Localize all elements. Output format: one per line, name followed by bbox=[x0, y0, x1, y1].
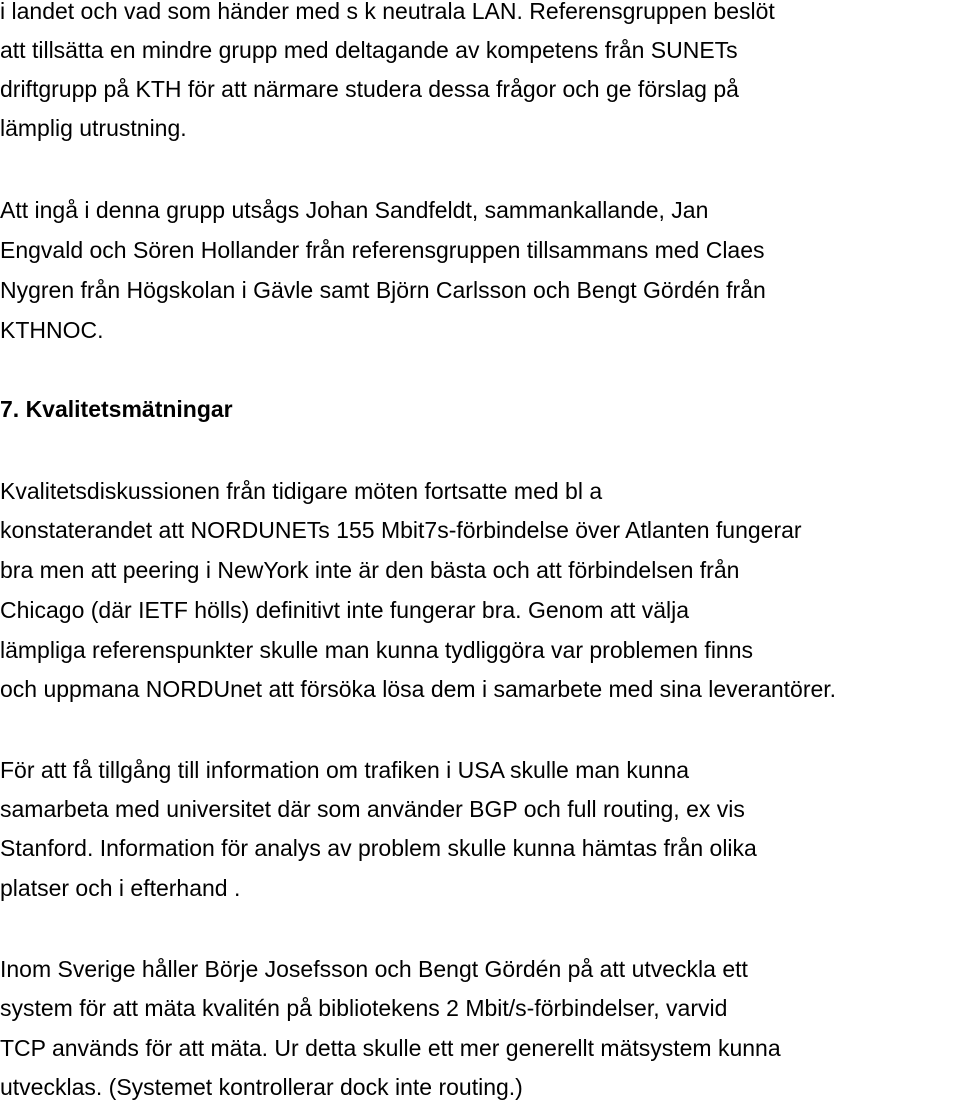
text-line: KTHNOC. bbox=[0, 317, 104, 343]
text-line: att tillsätta en mindre grupp med deltagande av kompetens från SUNETs bbox=[0, 37, 738, 63]
text-line: För att få tillgång till information om trafiken i USA skulle man kunna bbox=[0, 757, 690, 783]
text-line: lämplig utrustning. bbox=[0, 115, 187, 141]
text-line: konstaterandet att NORDUNETs 155 Mbit7s-förbindelse över Atlanten fungerar bbox=[0, 517, 802, 543]
text-line: bra men att peering i NewYork inte är den bästa och att förbindelsen från bbox=[0, 557, 740, 583]
text-line: Kvalitetsdiskussionen från tidigare möten fortsatte med bl a bbox=[0, 478, 603, 504]
text-line: system för att mäta kvalitén på bibliotekens 2 Mbit/s-förbindelser, varvid bbox=[0, 995, 728, 1021]
text-line: Att ingå i denna grupp utsågs Johan Sandfeldt, sammankallande, Jan bbox=[0, 197, 709, 223]
text-line: platser och i efterhand . bbox=[0, 875, 241, 901]
text-line: Nygren från Högskolan i Gävle samt Björn Carlsson och Bengt Gördén från bbox=[0, 277, 766, 303]
text-line: lämpliga referenspunkter skulle man kunna tydliggöra var problemen finns bbox=[0, 637, 754, 663]
text-line: Chicago (där IETF hölls) definitivt inte fungerar bra. Genom att välja bbox=[0, 597, 690, 623]
text-line: TCP används för att mäta. Ur detta skulle ett mer generellt mätsystem kunna bbox=[0, 1035, 781, 1061]
text-line: Inom Sverige håller Börje Josefsson och Bengt Gördén på att utveckla ett bbox=[0, 956, 748, 982]
text-line: Stanford. Information för analys av problem skulle kunna hämtas från olika bbox=[0, 835, 757, 861]
section-heading: 7. Kvalitetsmätningar bbox=[0, 396, 233, 422]
text-line: i landet och vad som händer med s k neutrala LAN. Referensgruppen beslöt bbox=[0, 0, 775, 24]
text-line: driftgrupp på KTH för att närmare studera dessa frågor och ge förslag på bbox=[0, 76, 739, 102]
text-line: och uppmana NORDUnet att försöka lösa dem i samarbete med sina leverantörer. bbox=[0, 676, 837, 702]
text-line: Engvald och Sören Hollander från referensgruppen tillsammans med Claes bbox=[0, 237, 765, 263]
text-line: samarbeta med universitet där som använder BGP och full routing, ex vis bbox=[0, 796, 745, 822]
text-line: utvecklas. (Systemet kontrollerar dock inte routing.) bbox=[0, 1074, 523, 1100]
